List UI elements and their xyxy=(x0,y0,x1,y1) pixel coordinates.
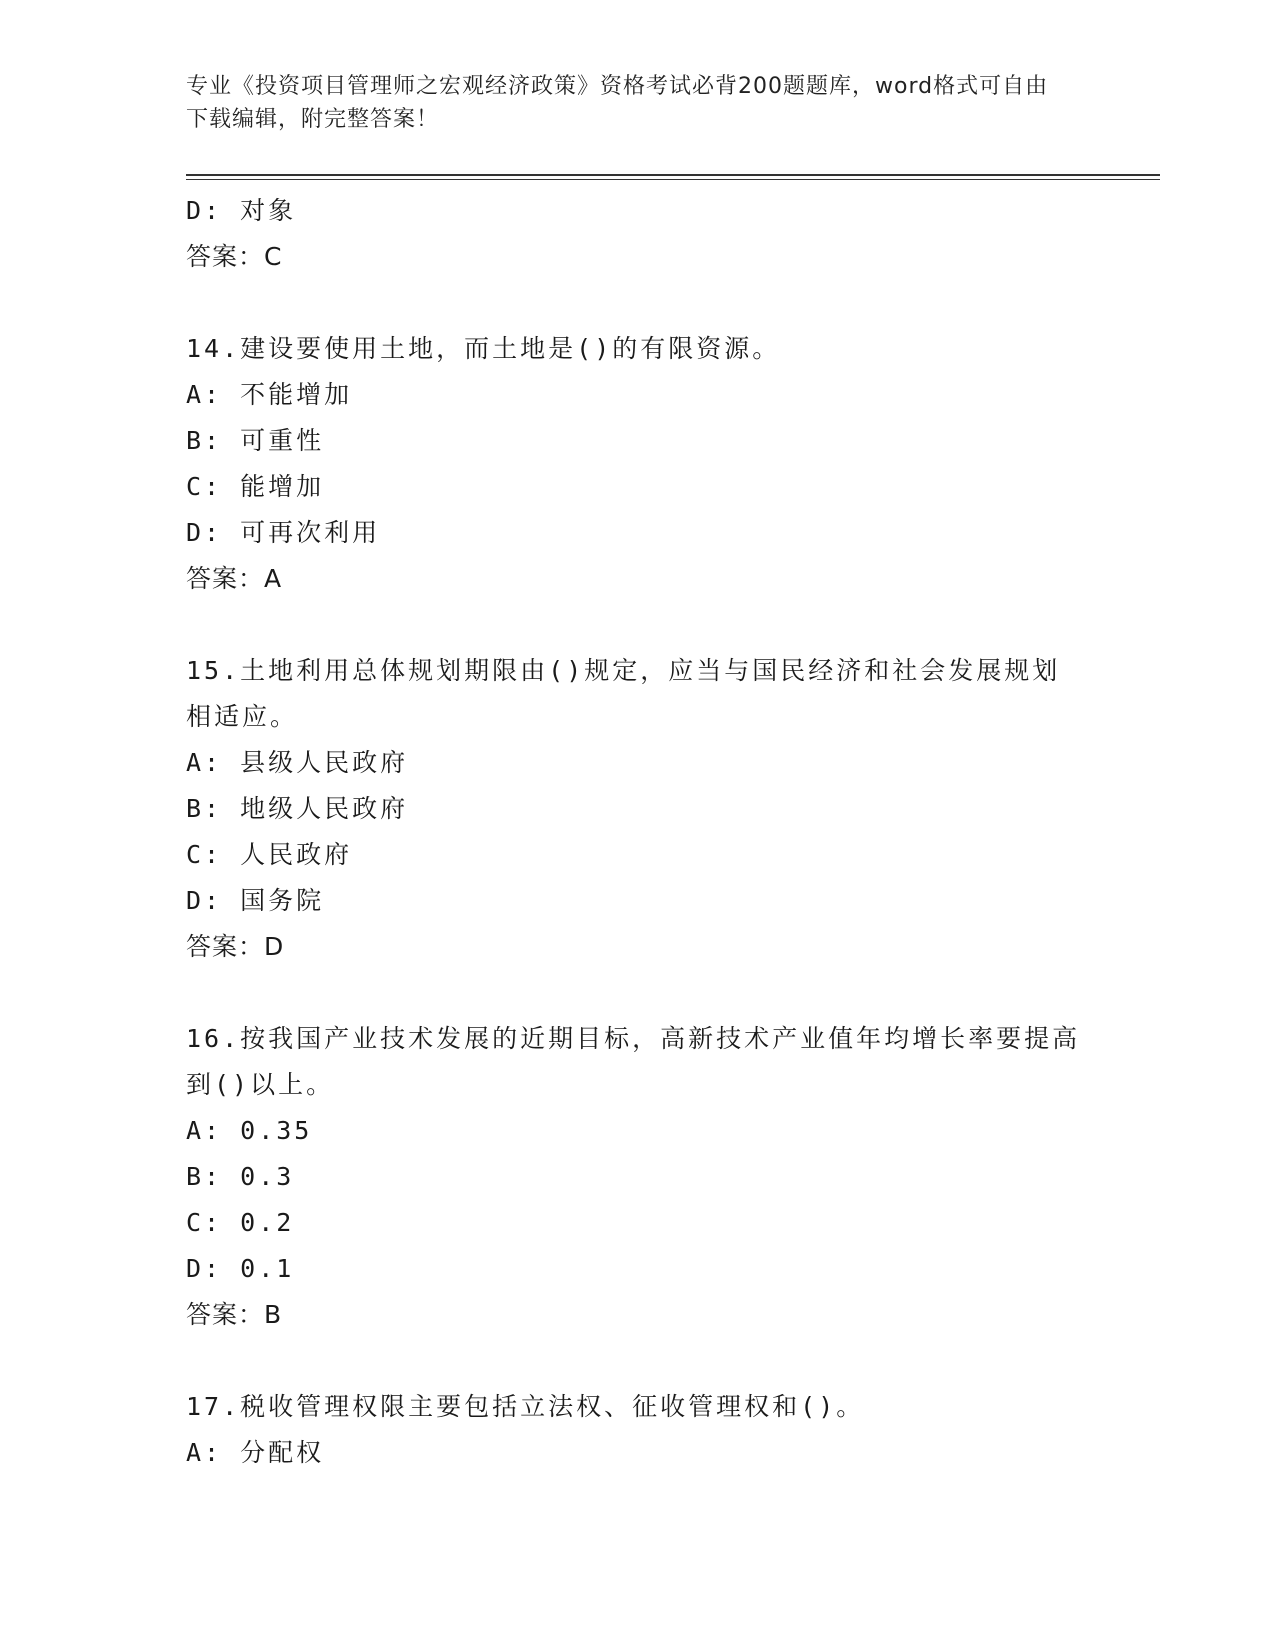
option-b: B: 可重性 xyxy=(186,426,325,455)
spacer xyxy=(186,602,1160,648)
header-divider xyxy=(186,174,1160,180)
option-c: C: 人民政府 xyxy=(186,840,353,869)
question-list xyxy=(186,188,1160,1476)
question-stem-14: 14.建设要使用土地，而土地是()的有限资源。 xyxy=(186,334,781,363)
option-a: A: 县级人民政府 xyxy=(186,748,409,777)
option-d: D: 国务院 xyxy=(186,886,325,915)
option-c: C: 0.2 xyxy=(186,1208,295,1237)
option-c: C: 能增加 xyxy=(186,472,325,501)
option-a: A: 0.35 xyxy=(186,1116,313,1145)
option-a: A: 不能增加 xyxy=(186,380,353,409)
answer-line: 答案：A xyxy=(186,564,283,593)
spacer xyxy=(186,280,1160,326)
option-a: A: 分配权 xyxy=(186,1438,325,1467)
question-stem-16: 16.按我国产业技术发展的近期目标，高新技术产业值年均增长率要提高到()以上。 xyxy=(186,1024,1081,1099)
answer-line: 答案：B xyxy=(186,1300,283,1329)
question-stem-15: 15.土地利用总体规划期限由()规定，应当与国民经济和社会发展规划相适应。 xyxy=(186,656,1061,731)
option-b: B: 地级人民政府 xyxy=(186,794,409,823)
spacer xyxy=(186,970,1160,1016)
answer-line: 答案：C xyxy=(186,242,283,271)
option-d: D: 对象 xyxy=(186,196,297,225)
option-d: D: 0.1 xyxy=(186,1254,295,1283)
option-b: B: 0.3 xyxy=(186,1162,295,1191)
option-d: D: 可再次利用 xyxy=(186,518,381,547)
document-header: 专业《投资项目管理师之宏观经济政策》资格考试必背200题题库，word格式可自由下载编辑，附完整答案！ xyxy=(186,74,1049,132)
spacer xyxy=(186,1338,1160,1384)
answer-line: 答案：D xyxy=(186,932,285,961)
document-page xyxy=(186,70,1160,1476)
question-stem-17: 17.税收管理权限主要包括立法权、征收管理权和()。 xyxy=(186,1392,865,1421)
